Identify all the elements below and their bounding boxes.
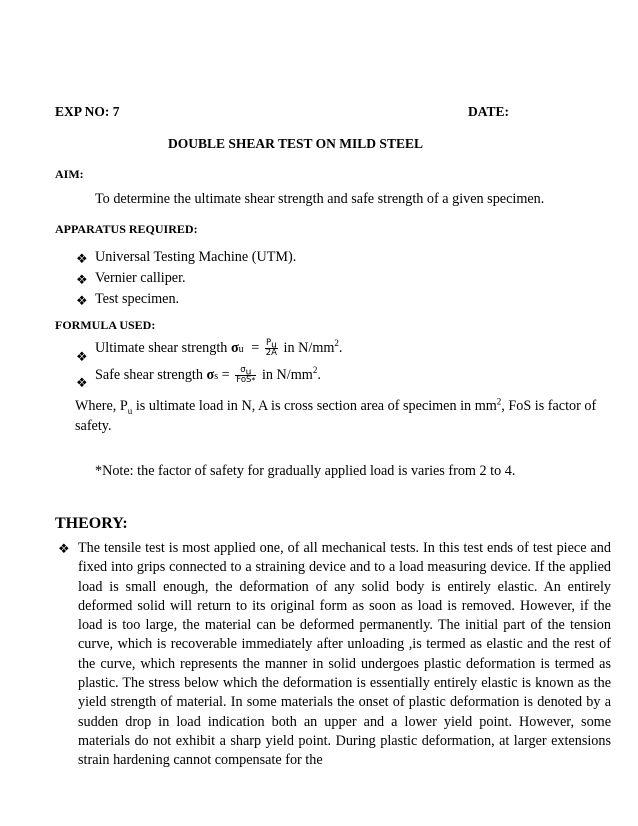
bullet-diamond-icon: ❖ (58, 541, 70, 556)
bullet-diamond-icon: ❖ (76, 375, 88, 390)
unit-sup: 2 (334, 338, 339, 349)
apparatus-item: Universal Testing Machine (UTM). (95, 249, 297, 265)
fraction-numerator: σ (240, 365, 246, 375)
unit-sup: 2 (312, 365, 318, 376)
end-dot: . (317, 366, 321, 383)
end-dot: . (338, 339, 343, 356)
experiment-number: EXP NO: 7 (55, 104, 120, 119)
fraction-denominator: 2A (265, 348, 277, 358)
ultimate-shear-formula (95, 339, 342, 358)
unit: in N/mm (283, 339, 335, 356)
safe-shear-formula (95, 366, 321, 385)
fraction-numerator-sub: u (271, 340, 277, 351)
page-title: DOUBLE SHEAR TEST ON MILD STEEL (168, 136, 423, 151)
where-explanation (75, 397, 615, 436)
bullet-diamond-icon: ❖ (76, 251, 88, 266)
aim-heading: AIM: (55, 167, 84, 181)
fraction-asterisk: * (251, 376, 256, 385)
unit: in N/mm (261, 366, 313, 383)
bullet-diamond-icon: ❖ (76, 349, 88, 364)
fraction-numerator-sub: u (245, 367, 252, 378)
ultimate-fraction (265, 339, 278, 358)
sigma-symbol: σ (230, 339, 239, 356)
fraction-numerator: P (265, 338, 272, 348)
apparatus-heading: APPARATUS REQUIRED: (55, 222, 198, 236)
where-part: is ultimate load in N, A is cross section area of specimen in mm (132, 398, 497, 414)
apparatus-item: Vernier calliper. (95, 270, 186, 286)
theory-heading: THEORY: (55, 515, 128, 532)
safe-fraction (235, 366, 256, 385)
fraction-denominator: FoS (236, 375, 252, 385)
safety-factor-note: *Note: the factor of safety for gradually applied load is varies from 2 to 4. (95, 463, 516, 479)
where-subscript: u (127, 405, 133, 416)
sigma-symbol: σ (206, 366, 215, 383)
safe-label: Safe shear strength (95, 366, 203, 383)
equals-sign: = (221, 366, 230, 383)
formula-heading: FORMULA USED: (55, 318, 156, 332)
bullet-diamond-icon: ❖ (76, 272, 88, 287)
sigma-subscript: s (214, 370, 219, 382)
equals-sign: = (251, 339, 260, 356)
bullet-diamond-icon: ❖ (76, 293, 88, 308)
aim-text: To determine the ultimate shear strength and safe strength of a given specimen. (95, 191, 545, 207)
sigma-subscript: u (238, 343, 244, 355)
theory-paragraph: The tensile test is most applied one, of all mechanical tests. In this test ends of test piece and fixed into grips connected to a straining device and to a load measuring device. If the applied load is small enough, the deformation of any solid body is entirely elastic. An entirely deformed solid will return to its original form as soon as load is removed. However, if the load is too large, the material can be deformed permanently. The initial part of the tension curve, which is recoverable immediately after unloading ,is termed as elastic and the rest of the curve, which represents the manner in solid undergoes plastic deformation is termed as plastic. The stress below which the deformation is essentially entirely elastic is known as the yield strength of material. In some materials the onset of plastic deformation is denoted by a sudden drop in load indication both an upper and a lower yield point. However, some materials do not exhibit a sharp yield point. During plastic deformation, at larger extensions strain hardening cannot compensate for the (78, 540, 611, 769)
apparatus-item: Test specimen. (95, 291, 180, 307)
date-label: DATE: (468, 104, 510, 119)
where-part: Where, P (75, 398, 128, 414)
ultimate-label: Ultimate shear strength (95, 339, 228, 356)
where-superscript: 2 (496, 396, 502, 407)
where-part: , FoS is factor of safety. (75, 398, 597, 434)
